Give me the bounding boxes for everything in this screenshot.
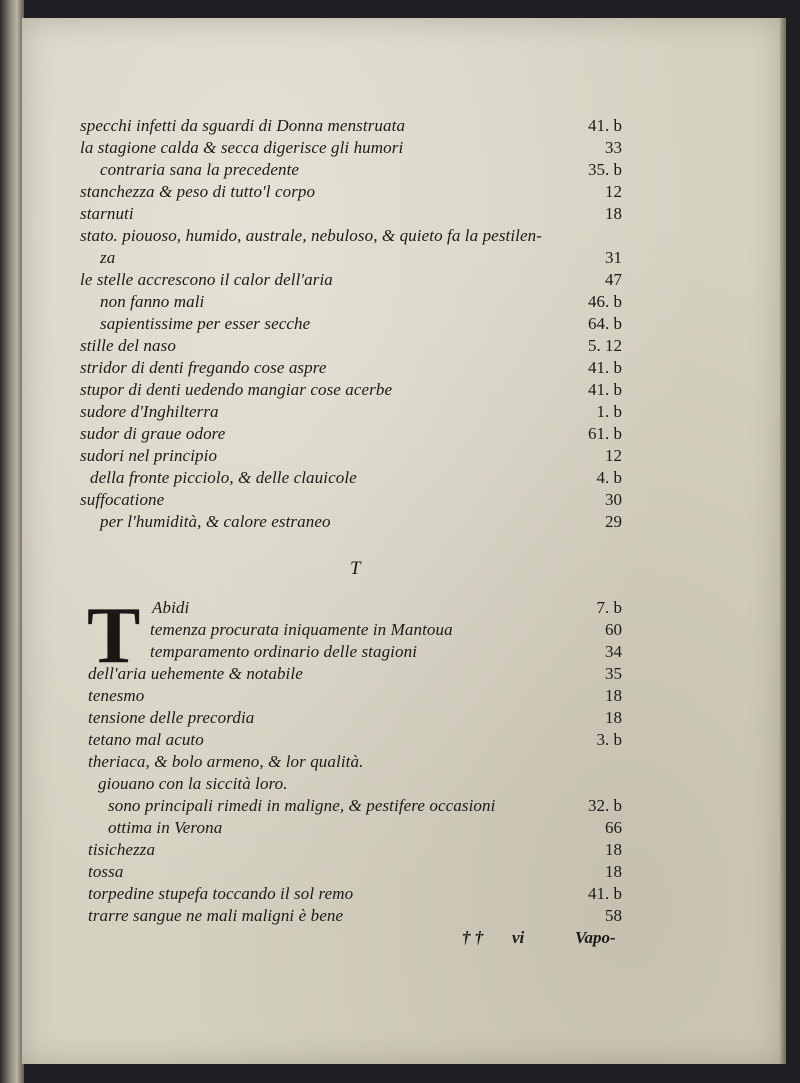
index-entry-text: tenesmo: [88, 686, 145, 705]
index-entry-text: stille del naso: [80, 336, 176, 355]
index-entry-text: stupor di denti uedendo mangiar cose acerbe: [80, 380, 393, 399]
index-page-ref: 47: [605, 270, 622, 289]
index-entry-text: tossa: [88, 862, 124, 881]
index-entry-text: sudor di graue odore: [80, 424, 226, 443]
index-entry-text: temparamento ordinario delle stagioni: [150, 642, 418, 661]
scan-background-left: [0, 0, 24, 1083]
index-entry-text: specchi infetti da sguardi di Donna menstruata: [80, 116, 406, 135]
index-page-ref: 18: [605, 708, 622, 727]
section-heading: T: [350, 558, 361, 579]
signature-mark: † †: [462, 928, 484, 947]
index-page-ref: 41. b: [588, 116, 622, 135]
index-entry-text: le stelle accrescono il calor dell'aria: [80, 270, 333, 289]
index-entry-text: tisichezza: [88, 840, 156, 859]
index-page-ref: 1. b: [596, 402, 622, 421]
index-entry-text: tensione delle precordia: [88, 708, 255, 727]
index-entry-text: per l'humidità, & calore estraneo: [100, 512, 331, 531]
index-entry-text: theriaca, & bolo armeno, & lor qualità.: [88, 752, 364, 771]
index-entry-text: la stagione calda & secca digerisce gli humori: [80, 138, 404, 157]
index-page-ref: 18: [605, 862, 622, 881]
index-page-ref: 30: [605, 490, 622, 509]
index-entry-text: suffocatione: [80, 490, 165, 509]
index-page-ref: 41. b: [588, 358, 622, 377]
index-page-ref: 18: [605, 686, 622, 705]
index-page-ref: 66: [605, 818, 622, 837]
index-entry-text: sudori nel principio: [80, 446, 218, 465]
index-page-ref: 41. b: [588, 884, 622, 903]
index-page-ref: 41. b: [588, 380, 622, 399]
index-page-ref: 32. b: [588, 796, 622, 815]
index-page-ref: 4. b: [596, 468, 622, 487]
index-page-ref: 34: [605, 642, 622, 661]
index-entry-text: sudore d'Inghilterra: [80, 402, 219, 421]
index-entry-text: sapientissime per esser secche: [100, 314, 311, 333]
signature-number: vi: [512, 928, 525, 947]
index-page-ref: 61. b: [588, 424, 622, 443]
index-page-ref: 58: [605, 906, 622, 925]
index-entry-text: starnuti: [80, 204, 134, 223]
index-entry-text: ottima in Verona: [108, 818, 223, 837]
index-page-ref: 7. b: [596, 598, 622, 617]
index-entry-text: za: [100, 248, 116, 267]
index-page-ref: 60: [605, 620, 622, 639]
index-page-ref: 33: [605, 138, 622, 157]
index-page-ref: 12: [605, 446, 622, 465]
index-entry-text: tetano mal acuto: [88, 730, 204, 749]
drop-cap: T: [87, 592, 141, 680]
index-entry-text: dell'aria uehemente & notabile: [88, 664, 303, 683]
index-page-ref: 3. b: [596, 730, 622, 749]
index-entry-text: stanchezza & peso di tutto'l corpo: [80, 182, 316, 201]
index-entry-text: non fanno mali: [100, 292, 205, 311]
index-entry-text: della fronte picciolo, & delle clauicole: [90, 468, 357, 487]
index-page-ref: 18: [605, 204, 622, 223]
index-page-ref: 35: [605, 664, 622, 683]
index-entry-text: stato. piouoso, humido, australe, nebuloso, & quieto fa la pestilen-: [80, 226, 543, 245]
index-page-ref: 12: [605, 182, 622, 201]
index-page-ref: 35. b: [588, 160, 622, 179]
index-entry-text: torpedine stupefa toccando il sol remo: [88, 884, 354, 903]
index-entry-text: Abidi: [152, 598, 190, 617]
index-page-ref: 29: [605, 512, 622, 531]
index-page-ref: 5. 12: [588, 336, 622, 355]
index-page-ref: 64. b: [588, 314, 622, 333]
book-page: [22, 18, 780, 1064]
index-entry-text: giouano con la siccità loro.: [98, 774, 288, 793]
index-page-ref: 31: [605, 248, 622, 267]
index-entry-text: temenza procurata iniquamente in Mantoua: [150, 620, 453, 639]
index-page-ref: 18: [605, 840, 622, 859]
catchword: Vapo-: [575, 928, 616, 947]
index-page-ref: 46. b: [588, 292, 622, 311]
index-entry-text: stridor di denti fregando cose aspre: [80, 358, 327, 377]
index-entry-text: sono principali rimedi in maligne, & pestifere occasioni: [108, 796, 496, 815]
index-entry-text: contraria sana la precedente: [100, 160, 300, 179]
index-entry-text: trarre sangue ne mali maligni è bene: [88, 906, 344, 925]
